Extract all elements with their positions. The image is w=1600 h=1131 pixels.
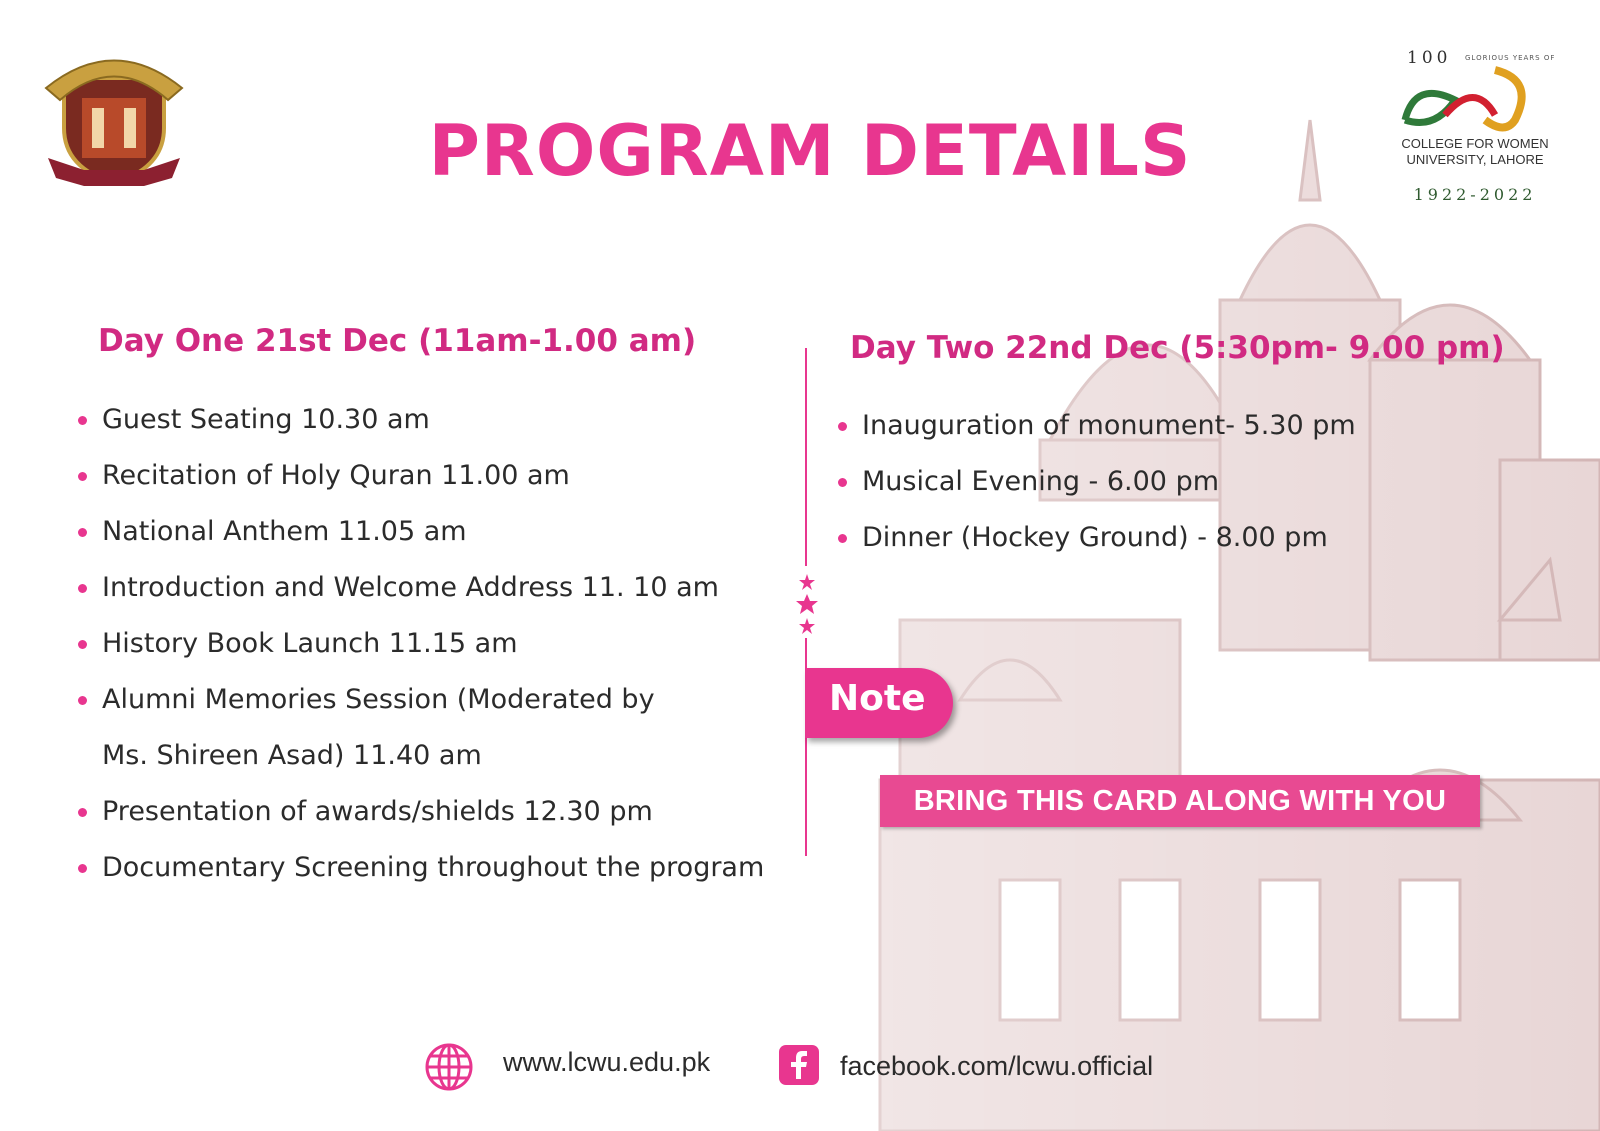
bullet-icon [78, 696, 87, 705]
list-item: History Book Launch 11.15 am [78, 616, 764, 672]
day-one-heading: Day One 21st Dec (11am-1.00 am) [98, 323, 697, 359]
list-item: National Anthem 11.05 am [78, 504, 764, 560]
bullet-icon [78, 472, 87, 481]
list-item: Presentation of awards/shields 12.30 pm [78, 784, 764, 840]
list-item: Recitation of Holy Quran 11.00 am [78, 448, 764, 504]
website-link[interactable]: www.lcwu.edu.pk [503, 1047, 711, 1077]
day-two-heading: Day Two 22nd Dec (5:30pm- 9.00 pm) [850, 330, 1505, 366]
bullet-icon [838, 478, 847, 487]
centenary-tagline: GLORIOUS YEARS OF [1465, 54, 1556, 62]
bullet-icon [78, 584, 87, 593]
star-icon [794, 572, 820, 636]
note-label: Note [829, 678, 926, 719]
list-item: Musical Evening - 6.00 pm [838, 454, 1356, 510]
bullet-icon [838, 422, 847, 431]
facebook-icon [779, 1045, 819, 1085]
bullet-icon [838, 534, 847, 543]
list-item: Alumni Memories Session (Moderated by [78, 672, 764, 728]
note-tab [805, 668, 953, 738]
bullet-icon [78, 864, 87, 873]
day-two-schedule [838, 398, 1356, 566]
centenary-years: 1922-2022 [1413, 185, 1537, 204]
day-one-schedule [78, 392, 764, 896]
list-item-continuation: Ms. Shireen Asad) 11.40 am [102, 740, 482, 771]
bullet-icon [78, 640, 87, 649]
card-reminder-text: BRING THIS CARD ALONG WITH YOU [913, 785, 1447, 817]
list-item: Introduction and Welcome Address 11. 10 am [78, 560, 764, 616]
list-item: Inauguration of monument- 5.30 pm [838, 398, 1356, 454]
globe-icon [424, 1042, 474, 1092]
list-item: Documentary Screening throughout the program [78, 840, 764, 896]
page-title: PROGRAM DETAILS [428, 110, 1192, 192]
bullet-icon [78, 528, 87, 537]
column-divider [805, 348, 807, 566]
facebook-link[interactable]: facebook.com/lcwu.official [840, 1051, 1154, 1081]
list-item: Dinner (Hockey Ground) - 8.00 pm [838, 510, 1356, 566]
centenary-number: 100 [1407, 48, 1452, 68]
bullet-icon [78, 808, 87, 817]
card-reminder-banner [880, 775, 1480, 827]
centenary-institution: COLLEGE FOR WOMEN UNIVERSITY, LAHORE [1401, 136, 1549, 167]
list-item: Guest Seating 10.30 am [78, 392, 764, 448]
bullet-icon [78, 416, 87, 425]
